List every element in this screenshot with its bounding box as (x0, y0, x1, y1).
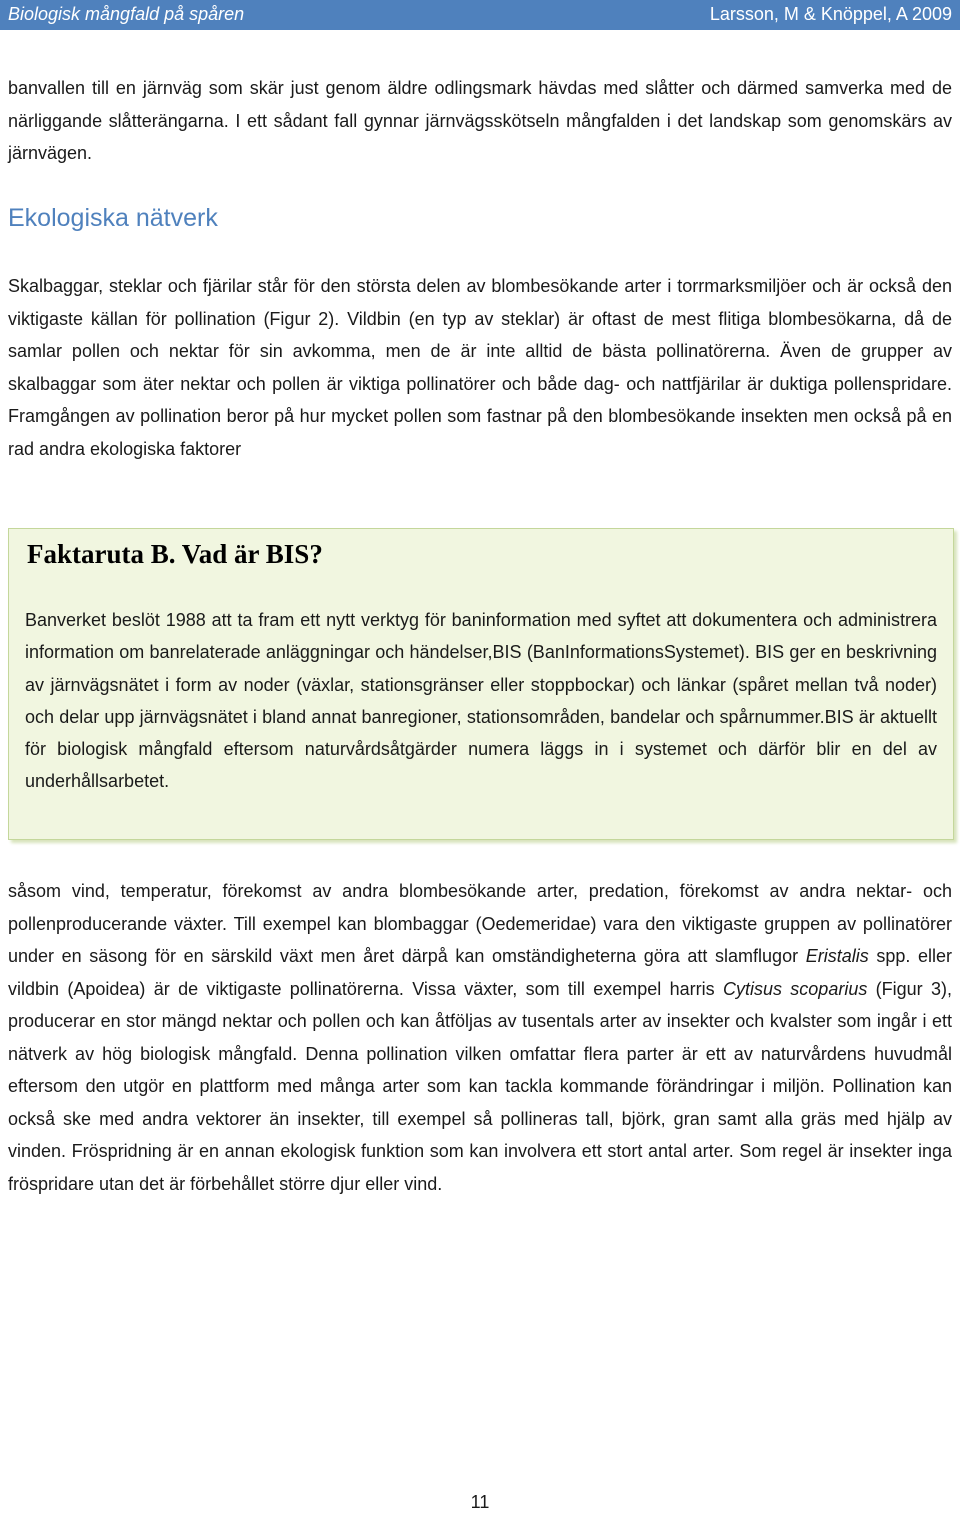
section-heading: Ekologiska nätverk (8, 204, 218, 232)
paragraph-3-part-3: (Figur 3), producerar en stor mängd nektar och pollen och kan åtföljas av tusentals arter av insekter och kvalster som ingår i ett nätverk av hög biologisk mångfald. Denna pollination vilken omfattar flera parter är ett av naturvårdens huvudmål eftersom den utgör en plattform med många arter som kan tackla kommande förändringar i miljön. Pollination kan också ske med andra vektorer än insekter, till exempel så pollineras tall, björk, gran samt alla gräs med hjälp av vinden. Fröspridning är en annan ekologisk funktion som kan involvera ett stort antal arter. Som regel är insekter inga fröspridare utan det är förbehållet större djur eller vind. (8, 978, 953, 1194)
body-paragraph-3 (8, 875, 952, 1200)
fact-box-body: Banverket beslöt 1988 att ta fram ett nytt verktyg för baninformation med syftet att dokumentera och administrera information om banrelaterade anläggningar och händelser,BIS (BanInformationsSystemet). BIS ger en beskrivning av järnvägsnätet i form av noder (växlar, stationsgränser eller stoppbockar) och länkar (spåret mellan två noder) och delar upp järnvägsnätet i bland annat banregioner, stationsområden, bandelar och spårnummer.BIS är aktuellt för biologisk mångfald eftersom naturvårdsåtgärder numera läggs in i systemet och därför blir en del av underhållsarbetet. (25, 610, 937, 792)
fact-box (8, 528, 954, 840)
fact-box-title: Faktaruta B. Vad är BIS? (27, 539, 323, 569)
body-paragraph-2: Skalbaggar, steklar och fjärilar står för den största delen av blombesökande arter i torrmarksmiljöer och är också den viktigaste källan för pollination (Figur 2). Vildbin (en typ av steklar) är oftast de mest flitiga blombesökarna, då de samlar pollen och nektar för sin avkomma, men de är inte alltid de bästa pollinatörerna. Även de grupper av skalbaggar som äter nektar och pollen är viktiga pollinatörer och både dag- och nattfjärilar är duktiga pollenspridare. Framgången av pollination beror på hur mycket pollen som fastnar på den blombesökande insekten men också på en rad andra ekologiska faktorer (8, 276, 952, 459)
page-number: 11 (470, 1492, 490, 1512)
paragraph-3-part-2: spp. eller vildbin (Apoidea) är de viktigaste pollinatörerna. Vissa växter, som till exempel harris (8, 946, 952, 999)
species-name-cytisus: Cytisus scoparius (722, 978, 868, 999)
body-paragraph-1: banvallen till en järnväg som skär just genom äldre odlingsmark hävdas med slåtter och därmed samverka med de närliggande slåtterängarna. I ett sådant fall gynnar järnvägsskötseln mångfalden i det landskap som genomskärs av järnvägen. (8, 78, 952, 163)
header-title: Biologisk mångfald på spåren (8, 4, 245, 24)
species-name-eristalis: Eristalis (805, 946, 869, 966)
header-authors: Larsson, M & Knöppel, A 2009 (709, 4, 952, 24)
running-header (0, 0, 960, 30)
paragraph-3-part-1: såsom vind, temperatur, förekomst av andra blombesökande arter, predation, förekomst av andra nektar- och pollenproducerande växter. Till exempel kan blombaggar (Oedemeridae) vara den viktigaste gruppen av pollinatörer under en säsong för en särskild växt men året därpå kan omständigheterna göra att slamflugor (8, 881, 952, 966)
